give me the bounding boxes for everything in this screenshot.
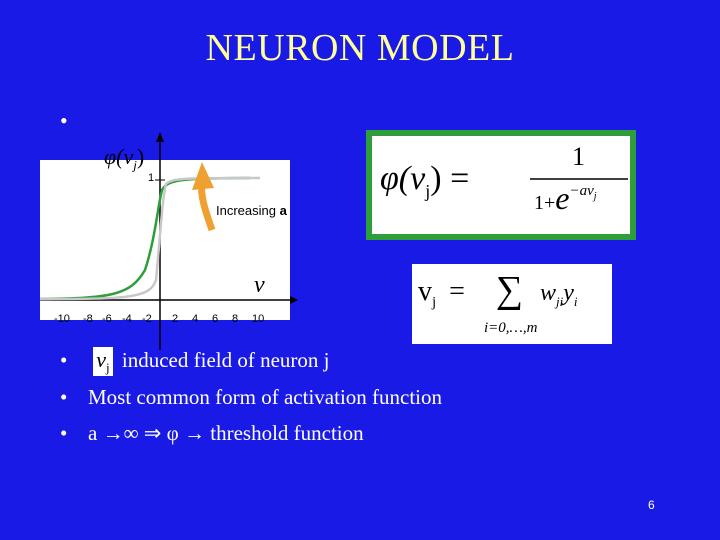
sigmoid-graph [0,120,320,350]
x-tick-label: -6 [102,313,112,325]
x-tick-label: -10 [54,313,70,325]
y-axis-arrow [156,132,164,142]
x-axis-arrow [290,296,298,304]
x-tick-label: 2 [172,313,179,325]
one-label: 1 [148,172,155,184]
slide-title: NEURON MODEL [205,27,515,69]
line-threshold: • a →∞ ⇒ φ → threshold function [60,421,364,445]
sum-sigma: ∑ [496,269,524,311]
sigmoid-denominator: $1+e^{-av_j}$ [534,180,597,216]
x-tick-label: 8 [232,313,239,325]
x-tick-label: 4 [192,313,199,325]
x-tick-label: 6 [212,313,219,325]
sum-terms: $w_{ji}y_i$ [540,280,578,309]
sigmoid-lhs: $\varphi(v_j)$ = [380,160,470,201]
sum-lhs: $v_j$ = [418,276,465,311]
x-tick-label: -8 [83,313,93,325]
line-induced-field: • $v_j$ induced field of neuron j [60,347,330,376]
x-axis-label: v [254,272,265,298]
sigmoid-formula-box [366,130,636,240]
sum-lower-limit: i=0,…,m [484,320,538,336]
page-number: 6 [648,498,655,512]
line-common-form: • Most common form of activation function [60,385,443,409]
bullet-empty: • [60,108,68,133]
y-axis-label: $\varphi(v_j)$ [104,144,145,173]
x-tick-label: 10 [252,313,265,325]
x-tick-label: -4 [122,313,132,325]
increasing-label: Increasing a [216,203,287,218]
sigmoid-numerator: 1 [572,142,585,171]
x-tick-label: -2 [142,313,152,325]
